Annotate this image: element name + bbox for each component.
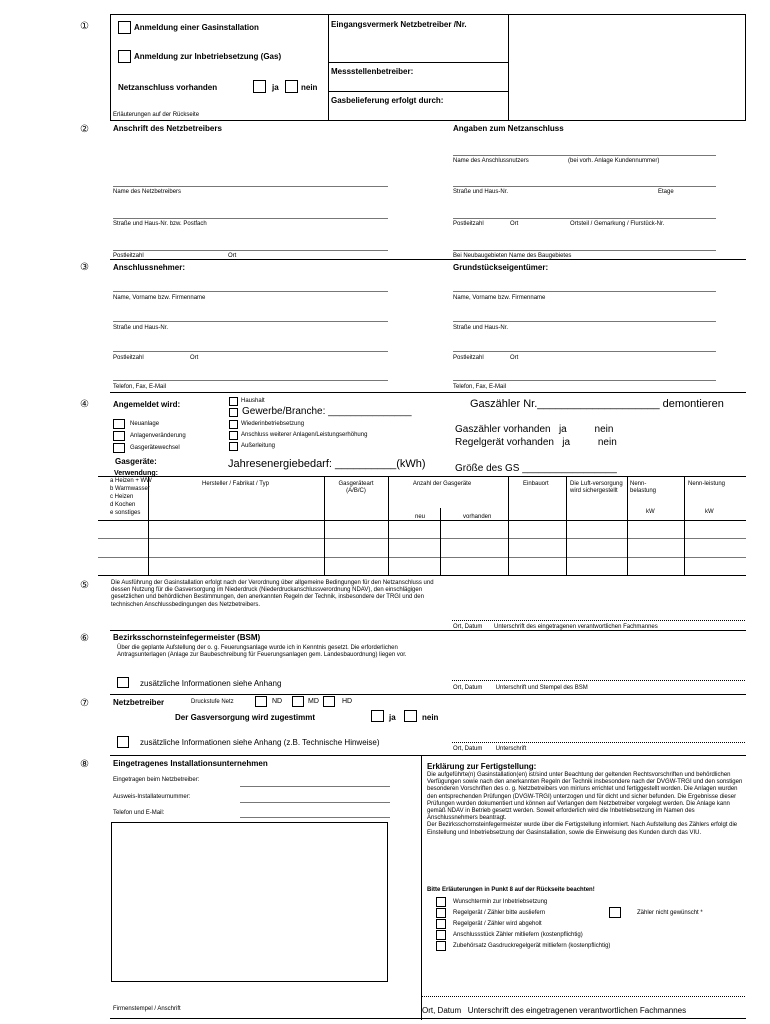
divider [148,476,149,575]
field-label: Name, Vorname bzw. Firmenname [453,295,546,301]
section-number-3: ③ [80,262,89,273]
gas-install-checkbox[interactable] [118,21,131,34]
gewerbe-label: Gewerbe/Branche: _______________ [242,406,412,417]
eigentuemer-title: Grundstückseigentümer: [453,263,549,272]
neuanlage-checkbox[interactable] [113,419,125,429]
nd-checkbox[interactable] [255,696,267,707]
divider [110,694,746,695]
input-line[interactable] [113,186,388,187]
wunschtermin-label: Wunschtermin zur Inbetriebsetzung [453,899,548,905]
field-label: Ort [510,355,519,361]
bsm-anhang-label: zusätzliche Informationen siehe Anhang [140,679,282,688]
divider [421,755,422,1020]
input-line[interactable] [240,786,390,787]
wieder-label: Wiederinbetriebsetzung [241,421,305,427]
divider [110,259,746,260]
section-number-6: ⑥ [80,633,89,644]
divider [110,755,746,756]
field-label: Name, Vorname bzw. Firmenname [113,295,206,301]
weiterer-label: Anschluss weiterer Anlagen/Leistungserhöhung [241,432,368,438]
section-number-7: ⑦ [80,698,89,709]
erklaerung-bold-note: Bitte Erläuterungen in Punkt 8 auf der Rückseite beachten! [427,887,595,893]
input-line[interactable] [240,802,390,803]
divider [684,476,685,575]
ja-label: ja [389,713,396,722]
netzanschluss-info-title: Angaben zum Netzanschluss [453,124,564,133]
input-line[interactable] [113,380,388,381]
zaehler-nicht-checkbox[interactable] [609,907,621,918]
bsm-text: Über die geplante Aufstellung der o. g. Feuerungsanlage wurde ich in Kenntnis gesetzt. Die erforderlichen Antragsunterlagen (Anlage zur Baubeschreibung für Feuerungsanlagen gem. Landesbauordnung) liegen vor. [117,645,407,659]
section-number-2: ② [80,124,89,135]
nb-anhang-checkbox[interactable] [117,736,129,748]
erklaerung-title: Erklärung zur Fertigstellung: [427,762,537,771]
neuanlage-label: Neuanlage [130,421,160,427]
verwendung-b: b Warmwasser [110,486,150,492]
field-label: Postleitzahl [453,355,484,361]
ausliefern-label: Regelgerät / Zähler bitte ausliefern [453,910,546,916]
input-line[interactable] [453,218,716,219]
input-line[interactable] [113,250,388,251]
zaehler-nicht-label: Zähler nicht gewünscht * [637,910,703,916]
anlagenver-label: Anlagenveränderung [130,433,186,439]
input-line[interactable] [453,291,716,292]
groesse-gs-label: Größe des GS _________________ [455,463,617,474]
field-label: Postleitzahl [113,253,144,259]
firmenstempel-label: Firmenstempel / Anschrift [113,1006,181,1012]
abgeholt-label: Regelgerät / Zähler wird abgeholt [453,921,542,927]
zugestimmt-nein-checkbox[interactable] [404,710,417,722]
col-nennleistung: Nenn-leistung [688,481,726,487]
field-label: Ort [190,355,199,361]
hd-checkbox[interactable] [323,696,335,707]
field-label: Straße und Haus-Nr. bzw. Postfach [113,221,207,227]
nd-label: ND [272,698,283,705]
divider [440,508,441,575]
table-row[interactable] [98,557,746,558]
divider [328,91,508,92]
col-anzahl: Anzahl der Gasgeräte [412,481,472,487]
jahresenergie-label: Jahresenergiebedarf: __________(kWh) [228,458,426,470]
signature-label: Ort, Datum Unterschrift und Stempel des BSM [453,685,588,691]
ausser-label: Außerleitung [241,443,276,449]
signature-label: Ort, Datum Unterschrift [453,746,527,752]
erklaerung-text: Die aufgeführte(n) Gasinstallation(en) ist/sind unter Beachtung der geltenden Rechtsvorschriften und behördlichen Verfügungen sowie nach den anerkannten Regeln der Technik insbesondere nach der DVGW-TRGI und den sonstigen besonderen Vorschriften des o. g. Netzbetreibers von mir/uns errichtet und fertiggestellt worden. Die Anlagen wurden den entsprechenden Prüfungen (DVGW-TRGI) unterzogen und für dicht und sicher befunden. Die Ergebnisse dieser Prüfungen wurden dokumentiert und können auf Verlangen dem Netzbetreiber vorgelegt werden. Die Anlage kann gemäß NDAV in Betrieb gesetzt werden. Soweit erforderlich wird die Inbetriebsetzung im Namen des Anschlussnehmers beantragt. Der Bezirksschornsteinfegermeister wurde über die Fertigstellung informiert. Nach Aufstellung des Zählers erfolgt die Einstellung und Inbetriebsetzung der Gasinstallation, sowie die Einweisung des Kunden durch das VIU. [427,772,743,836]
signature-line[interactable] [452,620,745,621]
zubehoersatz-checkbox[interactable] [436,941,446,951]
divider [508,476,509,575]
divider [388,476,389,575]
haushalt-label: Haushalt [241,398,265,404]
gewerbe-checkbox[interactable] [229,408,238,417]
nb-anhang-label: zusätzliche Informationen siehe Anhang (z.B. Technische Hinweise) [140,738,380,747]
abgeholt-checkbox[interactable] [436,919,446,929]
weiterer-checkbox[interactable] [229,431,238,440]
field-label: Name des Netzbetreibers [113,189,182,195]
gasgeraete-label: Gasgeräte: [115,457,157,466]
field-label: Name des Anschlussnutzers [453,158,529,164]
field-label: (bei vorh. Anlage Kundennummer) [568,158,660,164]
zugestimmt-label: Der Gasversorgung wird zugestimmt [175,713,316,722]
section-number-8: ⑧ [80,759,89,770]
netzbetreiber-address-title: Anschrift des Netzbetreibers [113,124,222,133]
input-line[interactable] [453,155,716,156]
col-einbauort: Einbauort [523,481,549,487]
divider [508,14,509,120]
verwendung-c: c Heizen [110,494,134,500]
wieder-checkbox[interactable] [229,420,238,429]
druckstufe-label: Druckstufe Netz [191,699,234,705]
divider [110,14,746,15]
input-line[interactable] [453,321,716,322]
installateur-title: Eingetragenes Installationsunternehmen [113,759,268,768]
divider [98,575,746,576]
netzanschluss-label: Netzanschluss vorhanden [118,83,218,92]
inbetrieb-label: Anmeldung zur Inbetriebsetzung (Gas) [134,52,282,61]
zaehler-nr-label: Gaszähler Nr.____________________ demontieren [470,398,724,410]
divider [328,14,329,120]
kw-unit: kW [705,509,714,515]
anlagenver-checkbox[interactable] [113,431,125,441]
input-line[interactable] [240,817,390,818]
field-label: Straße und Haus-Nr. [113,325,169,331]
anschlussstueck-checkbox[interactable] [436,930,446,940]
input-line[interactable] [113,351,388,352]
divider [566,476,567,575]
angemeldet-title: Angemeldet wird: [113,400,181,409]
signature-line[interactable] [422,996,745,997]
netzanschluss-nein-checkbox[interactable] [285,80,298,93]
divider [110,14,111,120]
field-label: Etage [658,189,674,195]
divider [324,476,325,575]
md-checkbox[interactable] [292,696,304,707]
field-label: Ausweis-Installateurnummer: [113,794,191,800]
hd-label: HD [342,698,353,705]
input-line[interactable] [453,351,716,352]
field-label: Telefon, Fax, E-Mail [453,384,507,390]
field-label: Ort [228,253,237,259]
divider [98,476,746,477]
col-luftversorgung: Die Luft-versorgung wird sichergestellt [570,481,623,495]
field-label: Postleitzahl [453,221,484,227]
section-number-1: ① [80,21,89,32]
divider [110,1018,746,1019]
nein-label: nein [422,713,439,722]
divider [745,14,746,120]
divider [110,392,746,393]
input-line[interactable] [453,380,716,381]
netzanschluss-ja-checkbox[interactable] [253,80,266,93]
section-number-4: ④ [80,399,89,410]
firmenstempel-box[interactable] [111,822,388,982]
kw-unit: kW [646,509,655,515]
ndav-text: Die Ausführung der Gasinstallation erfolgt nach der Verordnung über allgemeine Bedingungen für den Netzanschluss und dessen Nutzung für die Gasversorgung im Niederdruck (Niederdruckanschlussverordnung NDAV), den einschlägigen gesetzlichen und behördlichen Bestimmungen, den anerkannten Regeln der Technik, insbesondere der TRGI und den technischen Anschlussbedingungen des Netzbetreibers. [111,580,434,608]
ausliefern-checkbox[interactable] [436,908,446,918]
geraetewechsel-checkbox[interactable] [113,443,125,453]
col-nennbelastung: Nenn-belastung [630,481,657,495]
signature-line[interactable] [452,742,745,743]
haushalt-checkbox[interactable] [229,397,238,406]
divider [110,630,746,631]
anschlussstueck-label: Anschlussstück Zähler mitliefern (kostenpflichtig) [453,932,583,938]
section-number-5: ⑤ [80,580,89,591]
signature-label: Ort, Datum Unterschrift des eingetragenen verantwortlichen Fachmannes [453,624,658,630]
bsm-anhang-checkbox[interactable] [117,677,129,688]
regel-vorhanden-label: Regelgerät vorhanden ja nein [455,437,617,448]
zubehoersatz-label: Zubehörsatz Gasdruckregelgerät mitliefern (kostenpflichtig) [453,943,611,949]
bsm-title: Bezirksschornsteinfegermeister (BSM) [113,633,261,642]
anschlussnehmer-title: Anschlussnehmer: [113,263,186,272]
wunschtermin-checkbox[interactable] [436,897,446,907]
nein-label: nein [301,83,318,92]
divider [110,120,746,121]
netzbetreiber-title: Netzbetreiber [113,698,165,707]
field-label: Ort [510,221,519,227]
field-label: Telefon und E-Mail: [113,810,165,816]
col-neu: neu [415,514,426,520]
signature-line[interactable] [452,680,745,681]
divider [98,520,746,521]
inbetrieb-checkbox[interactable] [118,50,131,63]
verwendung-e: e sonstiges [110,510,141,516]
erlaeuterung-note: Erläuterungen auf der Rückseite [113,112,200,118]
input-line[interactable] [113,321,388,322]
input-line[interactable] [113,291,388,292]
input-line[interactable] [453,186,716,187]
divider [627,476,628,575]
col-art: Gasgeräteart (A/B/C) [338,481,374,495]
field-label: Straße und Haus-Nr. [453,325,509,331]
field-label: Postleitzahl [113,355,144,361]
verwendung-label: Verwendung: [114,470,158,477]
col-hersteller: Hersteller / Fabrikat / Typ [202,481,269,487]
zugestimmt-ja-checkbox[interactable] [371,710,384,722]
eingang-label: Eingangsvermerk Netzbetreiber /Nr. [331,20,467,29]
messstelle-label: Messstellenbetreiber: [331,67,414,76]
field-label: Bei Neubaugebieten Name des Baugebietes [453,253,572,259]
input-line[interactable] [453,250,716,251]
input-line[interactable] [113,218,388,219]
field-label: Eingetragen beim Netzbetreiber: [113,777,200,783]
field-label: Telefon, Fax, E-Mail [113,384,167,390]
verwendung-d: d Kochen [110,502,136,508]
col-vorhanden: vorhanden [463,514,492,520]
md-label: MD [308,698,319,705]
field-label: Straße und Haus-Nr. [453,189,509,195]
divider [328,62,508,63]
gas-install-label: Anmeldung einer Gasinstallation [134,23,259,32]
verwendung-a: a Heizen + WW [110,478,152,484]
signature-label: Ort, Datum Unterschrift des eingetragenen verantwortlichen Fachmannes [422,1006,687,1015]
ausser-checkbox[interactable] [229,442,238,451]
field-label: Ortsteil / Gemarkung / Flurstück-Nr. [570,221,665,227]
geraetewechsel-label: Gasgerätewechsel [130,445,180,451]
zaehler-vorhanden-label: Gaszähler vorhanden ja nein [455,424,614,435]
table-row[interactable] [98,538,746,539]
gasbelieferung-label: Gasbelieferung erfolgt durch: [331,96,444,105]
ja-label: ja [272,83,279,92]
